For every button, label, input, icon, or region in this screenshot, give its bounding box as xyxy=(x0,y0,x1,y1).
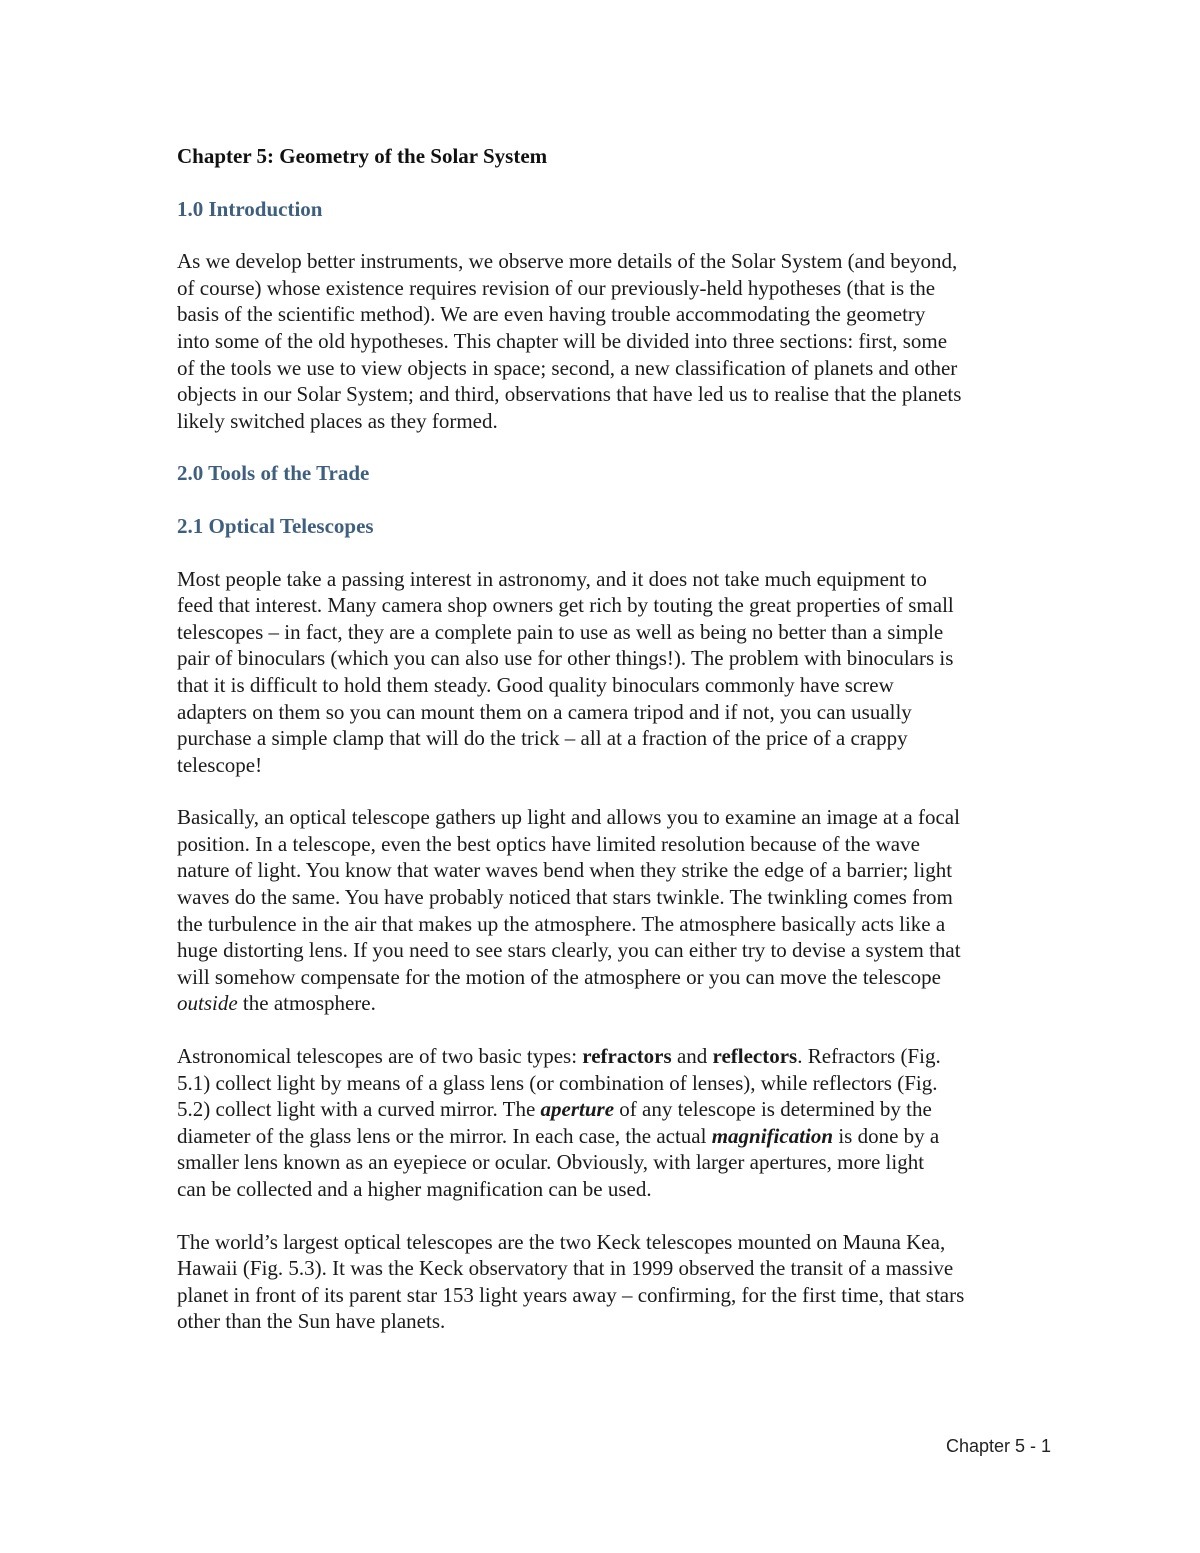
term-magnification: magnification xyxy=(711,1123,834,1148)
text-line: As we develop better instruments, we observe more details of the Solar System (and beyond, xyxy=(177,249,958,274)
text-line: that it is difficult to hold them steady. Good quality binoculars commonly have screw xyxy=(177,672,894,697)
section-heading-introduction: 1.0 Introduction xyxy=(177,196,323,221)
text-line: planet in front of its parent star 153 light years away – confirming, for the first time, that stars xyxy=(177,1282,965,1307)
text-line: purchase a simple clamp that will do the trick – all at a fraction of the price of a crappy xyxy=(177,726,908,751)
text-line: can be collected and a higher magnification can be used. xyxy=(177,1177,652,1201)
text-fragment: 5.2) collect light with a curved mirror. The xyxy=(177,1097,541,1122)
text-fragment: of any telescope is determined by the xyxy=(614,1097,932,1122)
text-line: basis of the scientific method). We are even having trouble accommodating the geometry xyxy=(177,302,926,327)
text-line: huge distorting lens. If you need to see stars clearly, you can either try to devise a system that xyxy=(177,938,961,963)
text-line: Basically, an optical telescope gathers up light and allows you to examine an image at a focal xyxy=(177,805,960,830)
term-aperture: aperture xyxy=(540,1097,615,1122)
text-line: likely switched places as they formed. xyxy=(177,408,498,433)
text-line: Most people take a passing interest in astronomy, and it does not take much equipment to xyxy=(177,566,927,591)
text-fragment: diameter of the glass lens or the mirror. In each case, the actual xyxy=(177,1123,712,1148)
text-line: adapters on them so you can mount them on a camera tripod and if not, you can usually xyxy=(177,699,912,724)
text-line: position. In a telescope, even the best optics have limited resolution because of the wave xyxy=(177,831,920,856)
text-line: of the tools we use to view objects in space; second, a new classification of planets and other xyxy=(177,355,958,380)
chapter-title: Chapter 5: Geometry of the Solar System xyxy=(177,144,548,168)
text-line: telescope! xyxy=(177,752,263,777)
text-line xyxy=(177,1043,1077,1070)
text-line: smaller lens known as an eyepiece or ocular. Obviously, with larger apertures, more light xyxy=(177,1150,925,1175)
text-line: The world’s largest optical telescopes are the two Keck telescopes mounted on Mauna Kea, xyxy=(177,1229,946,1254)
text-line xyxy=(177,990,1077,1017)
paragraph-binoculars xyxy=(177,566,1077,779)
text-fragment: is done by a xyxy=(833,1123,940,1148)
paragraph-telescope-resolution xyxy=(177,804,1077,1017)
paragraph-introduction xyxy=(177,248,1077,434)
text-fragment: and xyxy=(671,1044,713,1069)
term-refractors: refractors xyxy=(582,1044,672,1069)
emphasis-outside: outside xyxy=(177,991,238,1016)
text-line: pair of binoculars (which you can also use for other things!). The problem with binoculars is xyxy=(177,646,954,671)
text-line: the turbulence in the air that makes up the atmosphere. The atmosphere basically acts like a xyxy=(177,911,946,936)
text-line: other than the Sun have planets. xyxy=(177,1309,446,1334)
term-reflectors: reflectors xyxy=(712,1044,798,1069)
page-footer-label: Chapter 5 - 1 xyxy=(946,1436,1052,1456)
document-body xyxy=(177,143,1077,1361)
text-line: nature of light. You know that water waves bend when they strike the edge of a barrier; light xyxy=(177,858,953,883)
text-line: waves do the same. You have probably noticed that stars twinkle. The twinkling comes from xyxy=(177,885,953,910)
paragraph-telescope-types xyxy=(177,1043,1077,1203)
paragraph-keck-telescopes xyxy=(177,1229,1077,1335)
text-line: into some of the old hypotheses. This chapter will be divided into three sections: first, some xyxy=(177,328,948,353)
text-line: will somehow compensate for the motion of the atmosphere or you can move the telescope xyxy=(177,964,941,989)
text-line xyxy=(177,1123,1077,1150)
text-fragment: . Refractors (Fig. xyxy=(797,1044,941,1069)
text-line: feed that interest. Many camera shop owners get rich by touting the great properties of small xyxy=(177,593,954,618)
section-heading-optical-telescopes: 2.1 Optical Telescopes xyxy=(177,513,374,538)
text-line: Hawaii (Fig. 5.3). It was the Keck observatory that in 1999 observed the transit of a massive xyxy=(177,1256,954,1281)
text-line: objects in our Solar System; and third, observations that have led us to realise that the planets xyxy=(177,382,962,407)
section-heading-tools-of-the-trade: 2.0 Tools of the Trade xyxy=(177,461,370,486)
text-line: 5.1) collect light by means of a glass lens (or combination of lenses), while reflectors (Fig. xyxy=(177,1070,938,1095)
text-line: of course) whose existence requires revision of our previously-held hypotheses (that is the xyxy=(177,275,936,300)
text-fragment: the atmosphere. xyxy=(237,991,376,1016)
text-line: telescopes – in fact, they are a complete pain to use as well as being no better than a simple xyxy=(177,619,944,644)
text-line xyxy=(177,1096,1077,1123)
text-fragment: Astronomical telescopes are of two basic types: xyxy=(177,1044,583,1069)
